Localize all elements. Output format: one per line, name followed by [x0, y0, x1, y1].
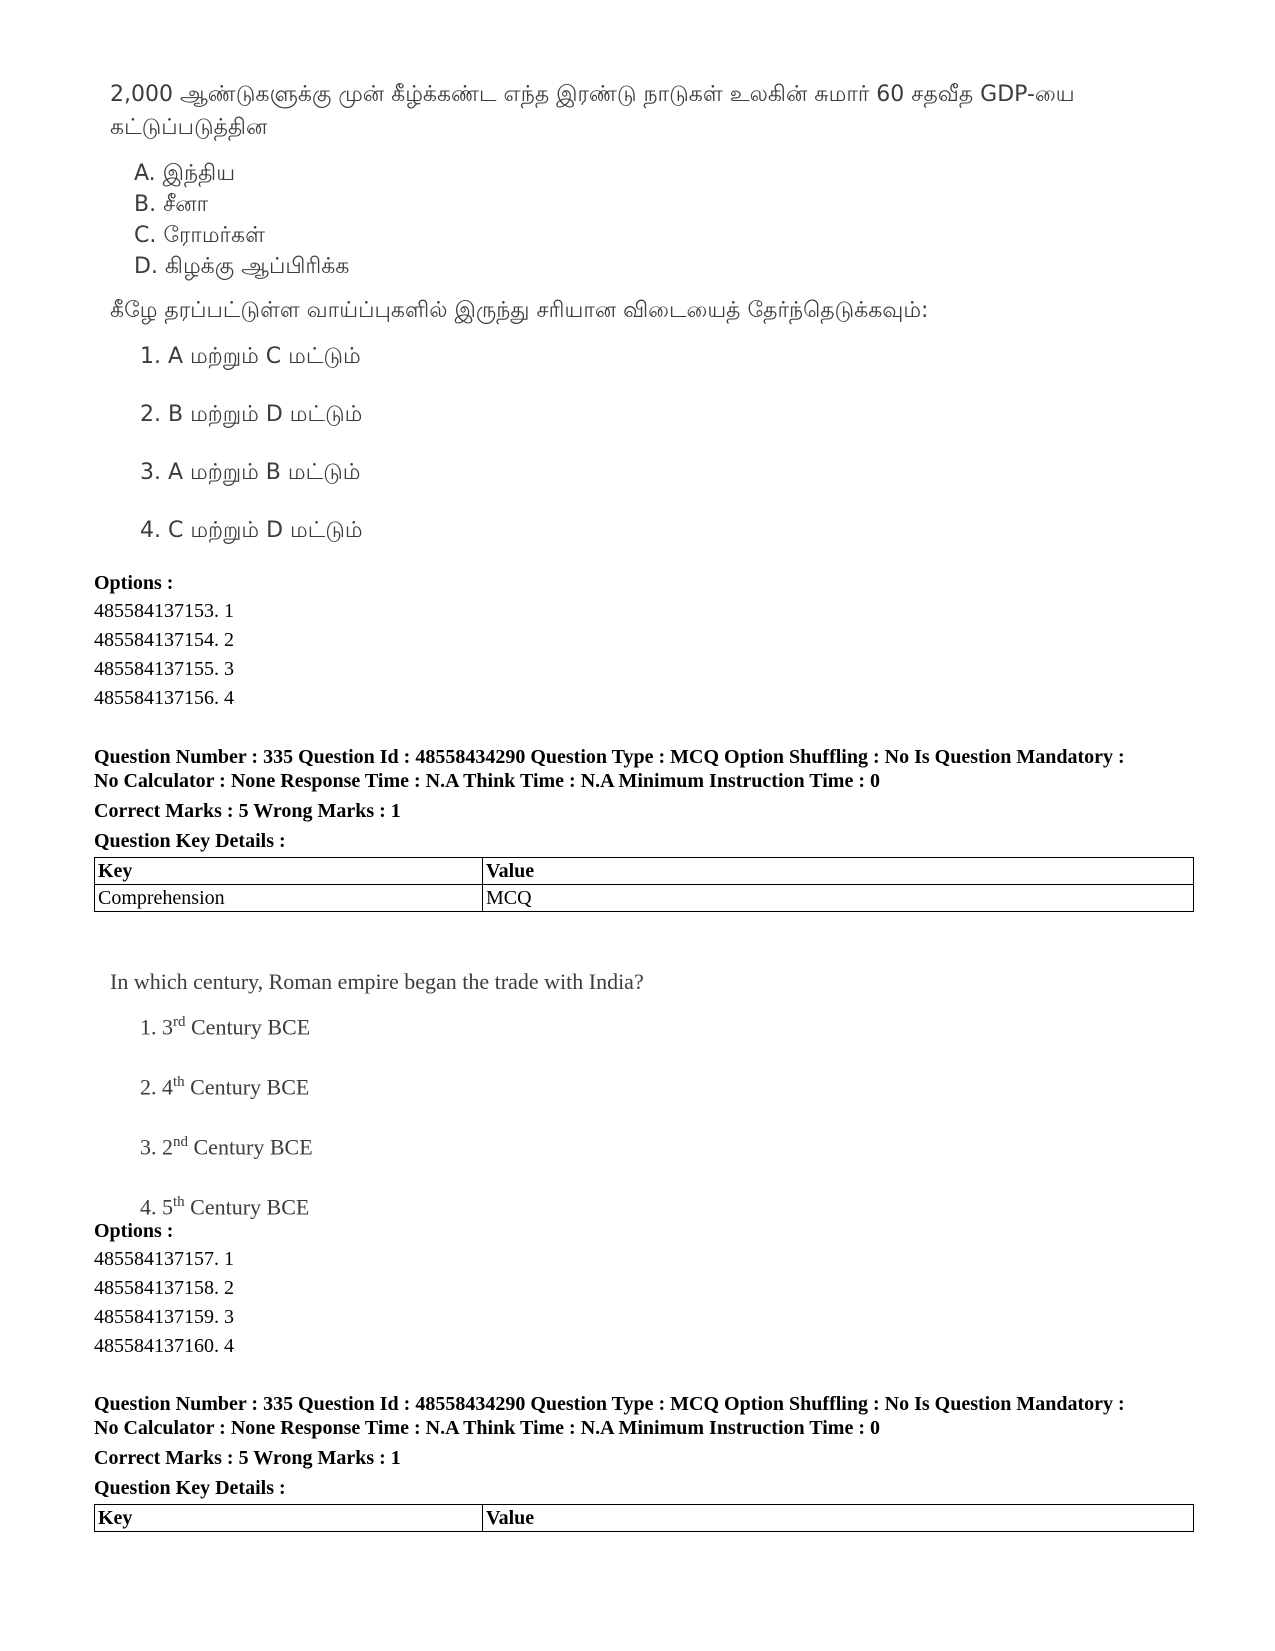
question-meta — [94, 745, 1194, 912]
statement-item: A. இந்திய — [134, 161, 236, 186]
options-heading: Options : — [94, 572, 174, 594]
table-cell: MCQ — [483, 885, 1194, 912]
table-header-cell: Value — [483, 1505, 1194, 1532]
key-details-heading: Question Key Details : — [94, 1477, 286, 1499]
statement-item: B. சீனா — [134, 192, 209, 217]
option-id: 485584137153. 1 — [94, 600, 234, 622]
choice-item: 3. 2nd Century BCE — [140, 1134, 313, 1160]
choice-item: 2. B மற்றும் D மட்டும் — [140, 402, 363, 427]
table-cell: Comprehension — [95, 885, 483, 912]
key-details-table — [94, 1504, 1194, 1532]
table-header-cell: Value — [483, 858, 1194, 885]
option-id: 485584137154. 2 — [94, 629, 234, 651]
choice-item: 4. C மற்றும் D மட்டும் — [140, 518, 363, 543]
choice-item: 1. 3rd Century BCE — [140, 1014, 311, 1040]
options-heading: Options : — [94, 1220, 174, 1242]
option-id: 485584137157. 1 — [94, 1248, 234, 1270]
table-header-row — [95, 1505, 1194, 1532]
choice-list — [140, 344, 1110, 576]
table-header-row — [95, 858, 1194, 885]
key-details-table — [94, 857, 1194, 912]
key-details-heading: Question Key Details : — [94, 830, 286, 852]
question-instruction: கீழே தரப்பட்டுள்ள வாய்ப்புகளில் இருந்து சரியான விடையைத் தேர்ந்தெடுக்கவும்: — [110, 298, 929, 323]
statement-item: D. கிழக்கு ஆப்பிரிக்க — [134, 254, 350, 279]
options-block — [94, 569, 1194, 713]
question-image-tamil — [110, 78, 1110, 576]
question-meta — [94, 1392, 1194, 1532]
question-stem: In which century, Roman empire began the trade with India? — [110, 969, 644, 994]
choice-item: 1. A மற்றும் C மட்டும் — [140, 344, 361, 369]
option-id: 485584137156. 4 — [94, 687, 234, 709]
question-stem: 2,000 ஆண்டுகளுக்கு முன் கீழ்க்கண்ட எந்த இரண்டு நாடுகள் உலகின் சுமார் 60 சதவீத GDP-யை கட்டுப்படுத்தின — [110, 82, 1075, 140]
table-header-cell: Key — [95, 1505, 483, 1532]
meta-line: No Calculator : None Response Time : N.A Think Time : N.A Minimum Instruction Time : 0 — [94, 1417, 880, 1439]
option-id: 485584137160. 4 — [94, 1335, 234, 1357]
option-id: 485584137158. 2 — [94, 1277, 234, 1299]
table-row — [95, 885, 1194, 912]
statement-list — [134, 158, 1110, 282]
question-image-english — [110, 968, 644, 1254]
choice-item: 4. 5th Century BCE — [140, 1194, 310, 1220]
marks-line: Correct Marks : 5 Wrong Marks : 1 — [94, 1447, 401, 1469]
options-block — [94, 1217, 1194, 1361]
marks-line: Correct Marks : 5 Wrong Marks : 1 — [94, 800, 401, 822]
choice-item: 2. 4th Century BCE — [140, 1074, 310, 1100]
meta-line: Question Number : 335 Question Id : 48558434290 Question Type : MCQ Option Shuffling : No Is Question Mandatory : — [94, 1393, 1125, 1415]
meta-line: Question Number : 335 Question Id : 48558434290 Question Type : MCQ Option Shuffling : No Is Question Mandatory : — [94, 746, 1125, 768]
statement-item: C. ரோமர்கள் — [134, 223, 265, 248]
option-id: 485584137159. 3 — [94, 1306, 234, 1328]
meta-line: No Calculator : None Response Time : N.A Think Time : N.A Minimum Instruction Time : 0 — [94, 770, 880, 792]
table-header-cell: Key — [95, 858, 483, 885]
choice-item: 3. A மற்றும் B மட்டும் — [140, 460, 361, 485]
option-id: 485584137155. 3 — [94, 658, 234, 680]
